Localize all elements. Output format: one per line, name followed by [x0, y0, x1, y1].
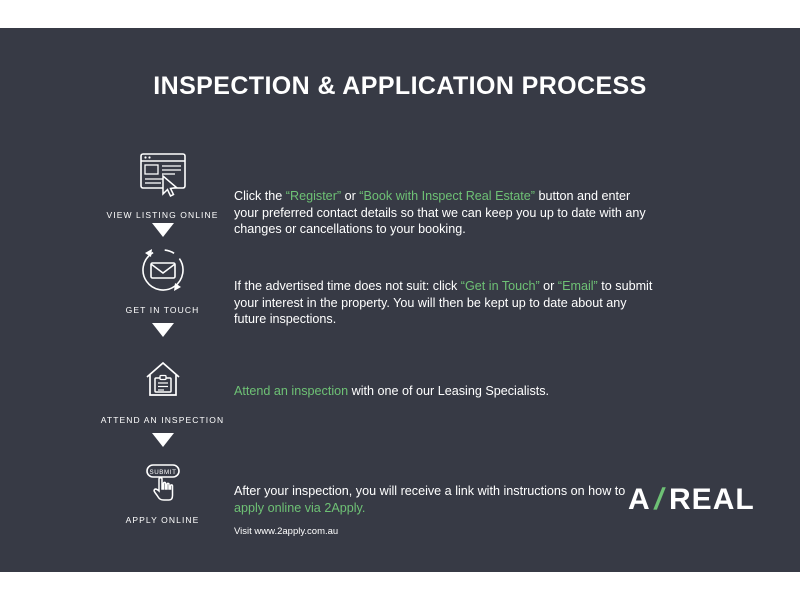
envelope-refresh-icon: [95, 243, 230, 297]
step-2-part-4: “Email”: [557, 279, 598, 293]
step-4-icon-column: [95, 453, 230, 525]
step-4-sub-note: Visit www.2apply.com.au: [234, 526, 339, 537]
step-4-label: APPLY ONLINE: [125, 515, 200, 525]
brand-logo: [628, 480, 768, 520]
step-2-part-3: or: [539, 279, 558, 293]
step-2-text: [234, 278, 654, 328]
house-clipboard-icon: [95, 353, 230, 407]
step-1-part-3: or: [341, 189, 360, 203]
arrow-down-1: [95, 223, 230, 242]
step-1-part-1: Click the: [234, 189, 286, 203]
arrow-down-3: [95, 433, 230, 452]
step-3-icon-column: [95, 353, 230, 425]
logo-separator: /: [651, 483, 668, 516]
step-1-icon-column: [95, 148, 230, 220]
submit-button-hand-icon: [95, 453, 230, 507]
slide-canvas: [0, 28, 800, 572]
svg-text:SUBMIT: SUBMIT: [149, 468, 176, 476]
step-1-label: VIEW LISTING ONLINE: [106, 210, 219, 220]
step-3-part-2: with one of our Leasing Specialists.: [348, 384, 550, 398]
step-1-part-2: “Register”: [285, 189, 342, 203]
step-3-label: ATTEND AN INSPECTION: [100, 415, 225, 425]
step-1-part-4: “Book with Inspect Real Estate”: [359, 189, 535, 203]
step-1-text: [234, 188, 654, 238]
arrow-down-2: [95, 323, 230, 342]
step-3-part-1: Attend an inspection: [234, 384, 349, 398]
step-2-part-2: “Get in Touch”: [460, 279, 540, 293]
step-2-part-1: If the advertised time does not suit: click: [234, 279, 461, 293]
step-2-label: GET IN TOUCH: [125, 305, 200, 315]
step-4-part-1: After your inspection, you will receive a link with instructions on how to: [234, 484, 626, 498]
listing-window-cursor-icon: [95, 148, 230, 202]
page-title: INSPECTION & APPLICATION PROCESS: [153, 72, 647, 100]
step-4-part-2: apply online via 2Apply.: [234, 500, 366, 515]
step-4-text: [234, 483, 654, 538]
logo-text-right: REAL: [669, 483, 755, 516]
step-1-part-5: button and enter your preferred contact details so that we can keep you up to date with any changes or cancellations to your booking.: [234, 189, 646, 236]
logo-text-left: A: [628, 483, 651, 516]
step-3-text: [234, 383, 654, 400]
step-2-icon-column: [95, 243, 230, 315]
step-2-part-5: to submit your interest in the property. You will then be kept up to date about any future inspections.: [234, 279, 653, 326]
